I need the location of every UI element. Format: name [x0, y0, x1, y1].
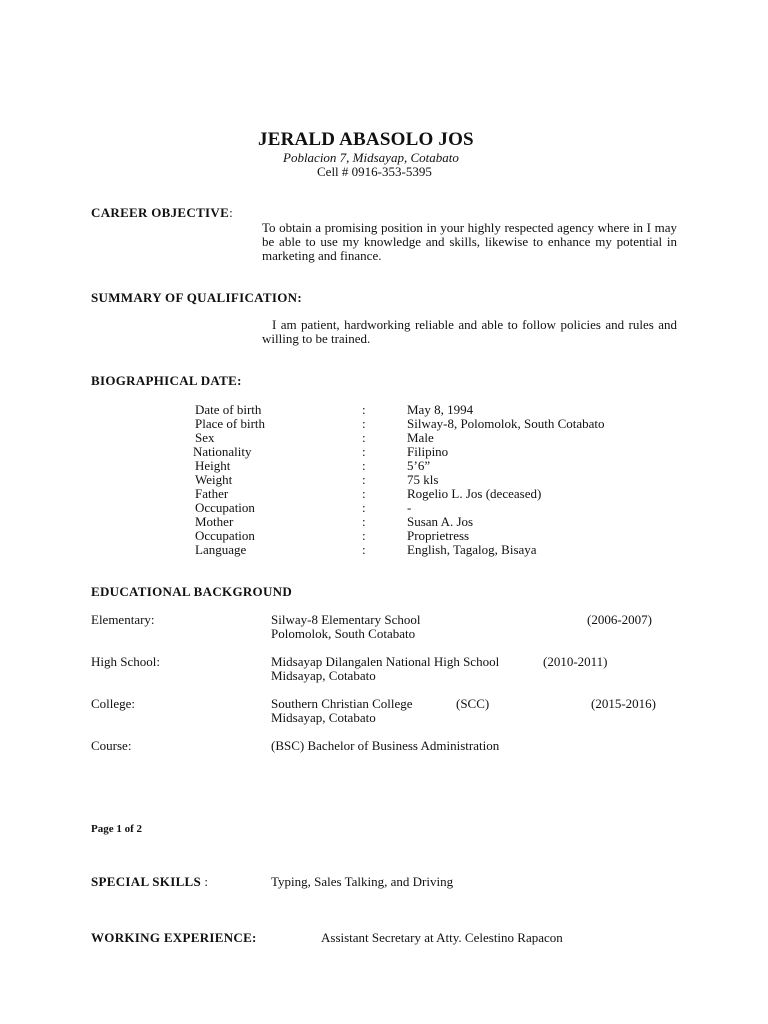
page-number: Page 1 of 2 [91, 823, 143, 835]
bio-value: Silway-8, Polomolok, South Cotabato [407, 416, 605, 431]
bio-separator: : [362, 514, 366, 529]
bio-value: Male [407, 430, 434, 445]
college-label: College: [91, 696, 136, 711]
career-objective-colon: : [229, 205, 233, 220]
college-location: Midsayap, Cotabato [271, 710, 376, 725]
bio-separator: : [362, 542, 366, 557]
bio-separator: : [362, 444, 366, 459]
bio-heading: BIOGRAPHICAL DATE: [91, 373, 242, 388]
course-label: Course: [91, 738, 132, 753]
bio-label: Sex [195, 430, 215, 445]
bio-separator: : [362, 416, 366, 431]
bio-separator: : [362, 486, 366, 501]
elementary-years: (2006-2007) [587, 612, 652, 627]
bio-label: Place of birth [195, 416, 266, 431]
summary-text: I am patient, hardworking reliable and able to follow policies and rules and willing to be trained. [262, 317, 677, 346]
elementary-label: Elementary: [91, 612, 155, 627]
summary-heading: SUMMARY OF QUALIFICATION: [91, 290, 302, 305]
career-objective-text: To obtain a promising position in your highly respected agency where in I may be able to use my knowledge and skills, likewise to enhance my potential in marketing and finance. [262, 220, 677, 263]
bio-separator: : [362, 430, 366, 445]
course-value: (BSC) Bachelor of Business Administration [271, 738, 500, 753]
skills-heading [91, 875, 208, 889]
elementary-location: Polomolok, South Cotabato [271, 626, 416, 641]
bio-separator: : [362, 402, 366, 417]
elementary-school: Silway-8 Elementary School [271, 612, 421, 627]
applicant-name: JERALD ABASOLO JOS [258, 129, 474, 150]
bio-value: English, Tagalog, Bisaya [407, 542, 537, 557]
bio-label: Occupation [195, 528, 255, 543]
bio-value: Filipino [407, 444, 449, 459]
bio-value: May 8, 1994 [407, 402, 474, 417]
bio-value: 5’6” [407, 458, 431, 473]
skills-title: SPECIAL SKILLS [91, 874, 202, 889]
bio-label: Weight [195, 472, 233, 487]
applicant-address: Poblacion 7, Midsayap, Cotabato [283, 150, 459, 165]
bio-separator: : [362, 528, 366, 543]
bio-label: Date of birth [195, 402, 262, 417]
experience-heading: WORKING EXPERIENCE: [91, 930, 257, 945]
college-name: Southern Christian College [271, 696, 413, 711]
career-objective-heading [91, 206, 233, 220]
high-school-location: Midsayap, Cotabato [271, 668, 376, 683]
bio-label: Nationality [193, 444, 252, 459]
bio-value: 75 kls [407, 472, 439, 487]
skills-colon: : [204, 874, 208, 889]
bio-label: Father [195, 486, 229, 501]
education-heading: EDUCATIONAL BACKGROUND [91, 584, 293, 599]
bio-label: Mother [195, 514, 234, 529]
college-years: (2015-2016) [591, 696, 656, 711]
bio-label: Occupation [195, 500, 255, 515]
bio-label: Language [195, 542, 247, 557]
applicant-cell: Cell # 0916-353-5395 [317, 164, 432, 179]
bio-label: Height [195, 458, 231, 473]
high-school-years: (2010-2011) [543, 654, 608, 669]
bio-separator: : [362, 472, 366, 487]
college-abbr: (SCC) [456, 696, 490, 711]
high-school-label: High School: [91, 654, 160, 669]
bio-value: Susan A. Jos [407, 514, 474, 529]
high-school-name: Midsayap Dilangalen National High School [271, 654, 500, 669]
experience-value: Assistant Secretary at Atty. Celestino Rapacon [321, 930, 563, 945]
bio-value: - [407, 500, 412, 515]
career-objective-title: CAREER OBJECTIVE [91, 205, 230, 220]
bio-separator: : [362, 500, 366, 515]
bio-value: Rogelio L. Jos (deceased) [407, 486, 542, 501]
bio-value: Proprietress [407, 528, 470, 543]
skills-value: Typing, Sales Talking, and Driving [271, 874, 454, 889]
bio-separator: : [362, 458, 366, 473]
